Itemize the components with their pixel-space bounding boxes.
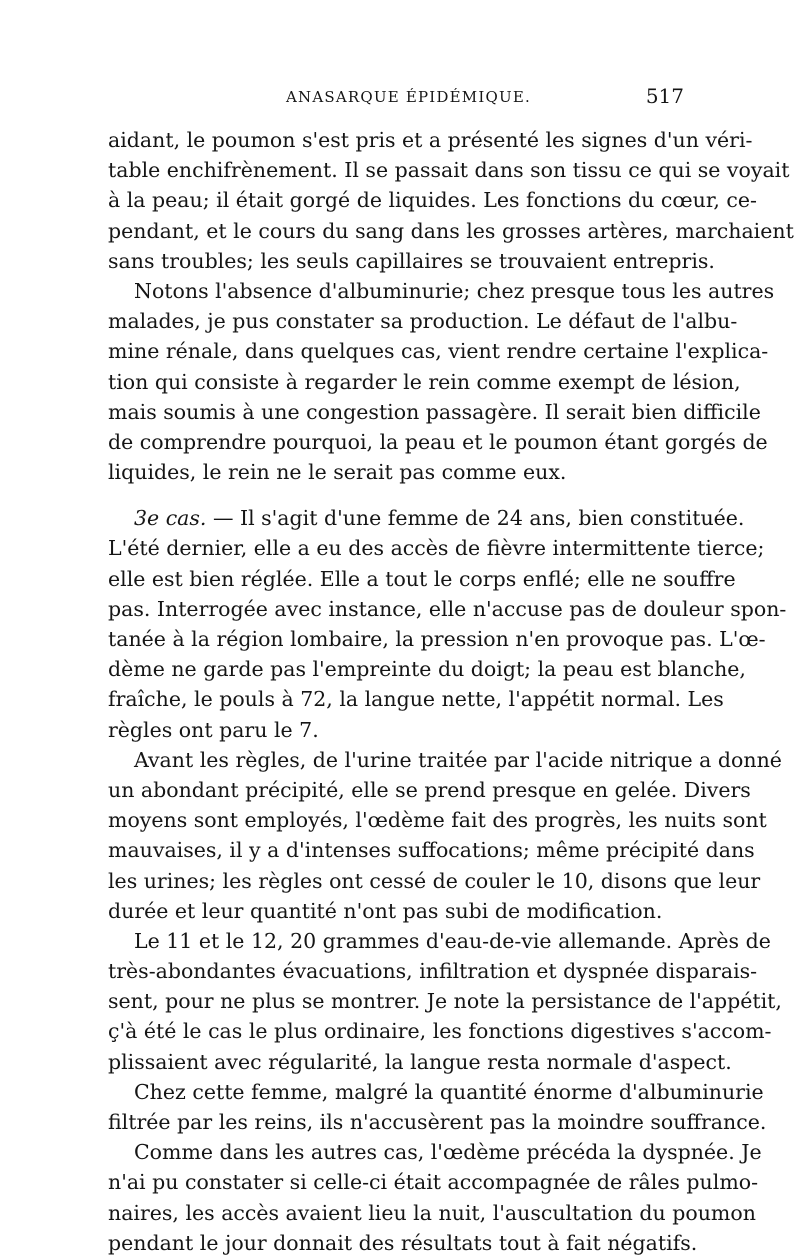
text-line: pendant le jour donnait des résultats tout à fait négatifs. <box>108 1230 698 1255</box>
text-line: tion qui consiste à regarder le rein comme exempt de lésion, <box>108 369 741 394</box>
text-line: aidant, le poumon s'est pris et a présenté les signes d'un véri- <box>108 128 753 152</box>
text-line: pendant, et le cours du sang dans les grosses artères, marchaient <box>108 218 794 243</box>
page-header <box>118 84 684 122</box>
text-line: sent, pour ne plus se montrer. Je note la persistance de l'appétit, <box>108 989 782 1014</box>
paragraph-4 <box>108 745 782 926</box>
case-label: 3e cas. <box>134 506 207 531</box>
paragraph-1 <box>108 125 794 276</box>
text-line: Avant les règles, de l'urine traitée par l'acide nitrique a donné <box>134 747 782 772</box>
text-line: de comprendre pourquoi, la peau et le poumon étant gorgés de <box>108 429 768 454</box>
text-line: dème ne garde pas l'empreinte du doigt; la peau est blanche, <box>108 657 746 682</box>
body-text <box>108 125 794 1258</box>
text-line: durée et leur quantité n'ont pas subi de modification. <box>108 898 663 923</box>
text-line: naires, les accès avaient lieu la nuit, l'auscultation du poumon <box>108 1200 756 1225</box>
text-line: sans troubles; les seuls capillaires se trouvaient entrepris. <box>108 248 715 273</box>
text-line: tanée à la région lombaire, la pression n'en provoque pas. L'œ- <box>108 627 766 651</box>
text-line: à la peau; il était gorgé de liquides. Les fonctions du cœur, ce- <box>108 188 757 213</box>
text-line <box>108 503 745 533</box>
text-line: elle est bien réglée. Elle a tout le corps enflé; elle ne souffre <box>108 566 736 591</box>
text-line: mauvaises, il y a d'intenses suffocations; même précipité dans <box>108 838 755 863</box>
text-line: mais soumis à une congestion passagère. Il serait bien difficile <box>108 399 761 424</box>
text-line: Chez cette femme, malgré la quantité énorme d'albuminurie <box>134 1079 764 1104</box>
text-line: mine rénale, dans quelques cas, vient rendre certaine l'explica- <box>108 339 769 364</box>
paragraph-case-3 <box>108 503 787 745</box>
running-title: ANASARQUE ÉPIDÉMIQUE. <box>286 88 531 106</box>
text-line: Le 11 et le 12, 20 grammes d'eau-de-vie allemande. Après de <box>134 928 771 953</box>
text-line: n'ai pu constater si celle-ci était accompagnée de râles pulmo- <box>108 1170 759 1195</box>
paragraph-7 <box>108 1137 762 1258</box>
page-number: 517 <box>645 84 684 108</box>
text-line: Notons l'absence d'albuminurie; chez presque tous les autres <box>134 278 775 303</box>
text-line: moyens sont employés, l'œdème fait des progrès, les nuits sont <box>108 808 767 833</box>
text-line: L'été dernier, elle a eu des accès de fièvre intermittente tierce; <box>108 536 765 561</box>
text-line: ç'à été le cas le plus ordinaire, les fonctions digestives s'accom- <box>108 1019 772 1044</box>
text-line: les urines; les règles ont cessé de couler le 10, disons que leur <box>108 868 761 893</box>
text-line: fraîche, le pouls à 72, la langue nette, l'appétit normal. Les <box>108 687 724 712</box>
text-line: Comme dans les autres cas, l'œdème précéda la dyspnée. Je <box>134 1140 762 1165</box>
paragraph-2 <box>108 276 775 487</box>
text-line: liquides, le rein ne le serait pas comme eux. <box>108 460 567 485</box>
text-line: très-abondantes évacuations, infiltration et dyspnée disparais- <box>108 959 758 984</box>
text-line: table enchifrènement. Il se passait dans son tissu ce qui se voyait <box>108 158 790 183</box>
text-line: pas. Interrogée avec instance, elle n'accuse pas de douleur spon- <box>108 596 787 621</box>
text-line: règles ont paru le 7. <box>108 717 319 742</box>
paragraph-6 <box>108 1077 767 1137</box>
text-line: filtrée par les reins, ils n'accusèrent pas la moindre souffrance. <box>108 1110 767 1134</box>
text-line: malades, je pus constater sa production. Le défaut de l'albu- <box>108 309 738 334</box>
paragraph-5 <box>108 926 782 1077</box>
text-line: un abondant précipité, elle se prend presque en gelée. Divers <box>108 777 751 802</box>
section-gap <box>108 487 684 503</box>
text-line-content: — Il s'agit d'une femme de 24 ans, bien constituée. <box>206 506 745 531</box>
text-line: plissaient avec régularité, la langue resta normale d'aspect. <box>108 1049 732 1074</box>
